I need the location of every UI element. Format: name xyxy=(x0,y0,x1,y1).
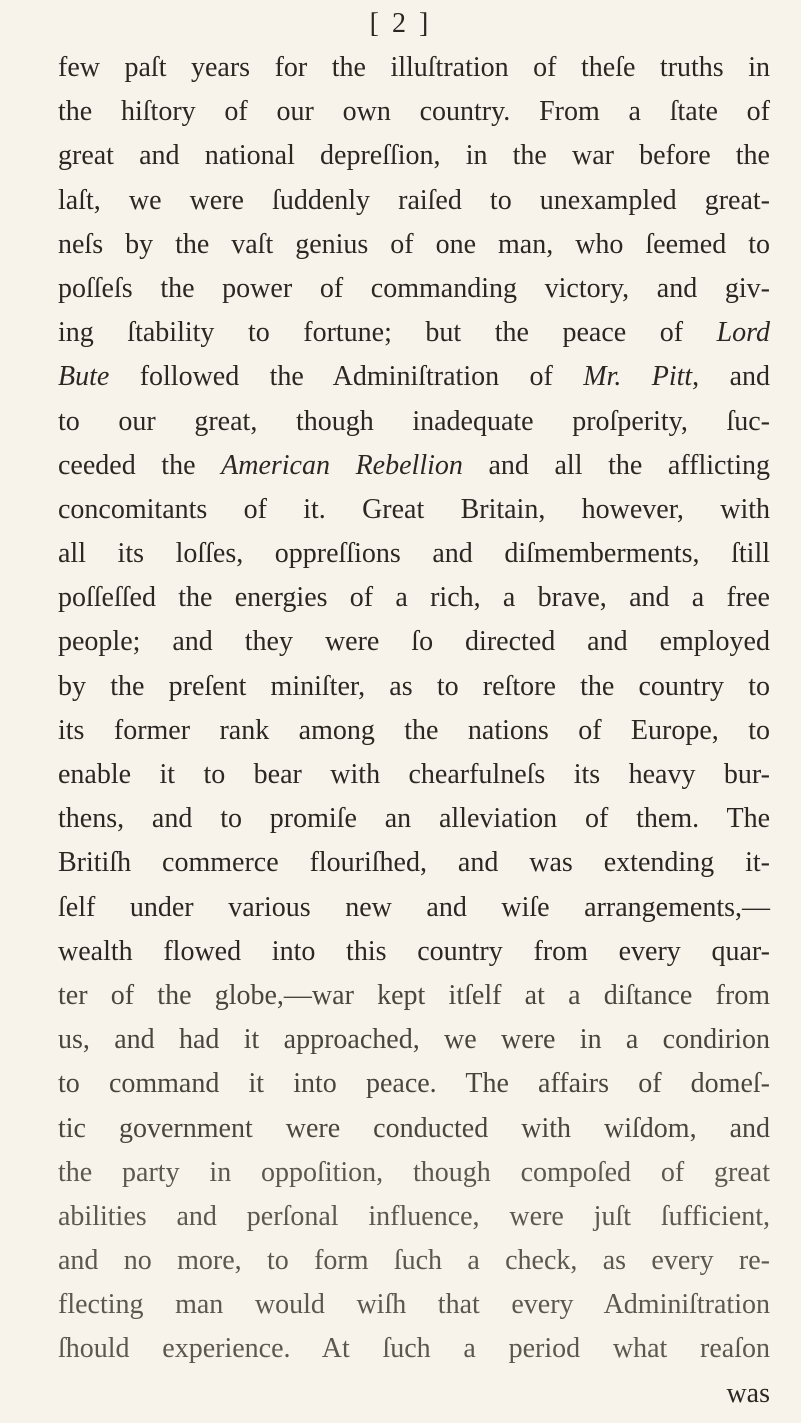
text-segment: by the preſent miniſter, as to reſtore the country to xyxy=(58,670,770,702)
text-line xyxy=(58,1283,770,1327)
text-segment: people; and they were ſo directed and employed xyxy=(58,626,770,658)
text-segment: ſelf under various new and wiſe arrangements,— xyxy=(58,891,770,923)
italic-text: Lord xyxy=(716,317,770,349)
text-line xyxy=(58,444,770,488)
text-line xyxy=(58,1327,770,1371)
text-segment: its former rank among the nations of Europe, to xyxy=(58,714,770,746)
text-segment: ter of the globe,—war kept itſelf at a diſtance from xyxy=(58,979,770,1011)
text-segment: to command it into peace. The affairs of domeſ- xyxy=(58,1068,770,1100)
text-line xyxy=(58,1372,770,1416)
text-line xyxy=(58,400,770,444)
text-segment: ceeded the xyxy=(58,449,222,481)
text-line xyxy=(58,179,770,223)
text-segment: and no more, to form ſuch a check, as every re- xyxy=(58,1245,770,1277)
text-line xyxy=(58,488,770,532)
text-segment: concomitants of it. Great Britain, however, with xyxy=(58,493,770,525)
text-segment: and all the afflicting xyxy=(462,449,770,481)
text-line xyxy=(58,576,770,620)
text-line xyxy=(58,223,770,267)
text-line xyxy=(58,1062,770,1106)
text-line xyxy=(58,311,770,355)
text-segment: abilities and perſonal influence, were juſt ſufficient, xyxy=(58,1200,770,1232)
text-segment: wealth flowed into this country from every quar- xyxy=(58,935,770,967)
text-segment: , and xyxy=(692,361,770,393)
text-segment: followed the Adminiſtration of xyxy=(109,361,584,393)
text-segment: was xyxy=(726,1377,770,1409)
text-segment: Britiſh commerce flouriſhed, and was extending it- xyxy=(58,847,770,879)
text-segment: great and national depreſſion, in the war before the xyxy=(58,140,770,172)
text-line xyxy=(58,930,770,974)
body-text xyxy=(58,46,770,1416)
text-line xyxy=(58,46,770,90)
text-line xyxy=(58,753,770,797)
text-segment: enable it to bear with chearfulneſs its heavy bur- xyxy=(58,759,770,790)
text-line xyxy=(58,886,770,930)
text-segment: poſſeſs the power of commanding victory, and giv- xyxy=(58,272,770,304)
text-line xyxy=(58,1018,770,1062)
italic-text: American Rebellion xyxy=(221,449,463,481)
text-line xyxy=(58,1195,770,1239)
text-line xyxy=(58,355,770,399)
text-segment: poſſeſſed the energies of a rich, a brave, and a free xyxy=(58,582,770,614)
text-line xyxy=(58,620,770,664)
text-line xyxy=(58,1239,770,1283)
text-line xyxy=(58,134,770,178)
text-line xyxy=(58,532,770,576)
text-segment: the hiſtory of our own country. From a ſtate of xyxy=(58,96,770,128)
text-line xyxy=(58,841,770,885)
italic-text: Bute xyxy=(58,361,110,393)
text-segment: all its loſſes, oppreſſions and diſmemberments, ſtill xyxy=(58,538,770,570)
text-segment: neſs by the vaſt genius of one man, who ſeemed to xyxy=(58,228,770,260)
text-line xyxy=(58,665,770,709)
text-segment: us, and had it approached, we were in a condirion xyxy=(58,1024,770,1056)
text-line xyxy=(58,267,770,311)
text-segment: flecting man would wiſh that every Adminiſtration xyxy=(58,1289,770,1321)
text-segment: the party in oppoſition, though compoſed of great xyxy=(58,1156,770,1188)
text-segment: to our great, though inadequate proſperity, ſuc- xyxy=(58,405,770,437)
page-number: [ 2 ] xyxy=(369,8,432,39)
text-segment: thens, and to promiſe an alleviation of them. The xyxy=(58,803,770,835)
text-line xyxy=(58,797,770,841)
text-segment: few paſt years for the illuſtration of theſe truths in xyxy=(58,52,770,83)
text-segment: ſhould experience. At ſuch a period what reaſon xyxy=(58,1333,770,1365)
italic-text: Mr. Pitt xyxy=(583,361,693,393)
text-line xyxy=(58,90,770,134)
text-line xyxy=(58,974,770,1018)
text-segment: laſt, we were ſuddenly raiſed to unexampled great- xyxy=(58,184,770,216)
text-segment: tic government were conducted with wiſdom, and xyxy=(58,1112,770,1144)
text-line xyxy=(58,1151,770,1195)
text-line xyxy=(58,1107,770,1151)
text-line xyxy=(58,709,770,753)
text-segment: ing ſtability to fortune; but the peace of xyxy=(58,317,717,349)
